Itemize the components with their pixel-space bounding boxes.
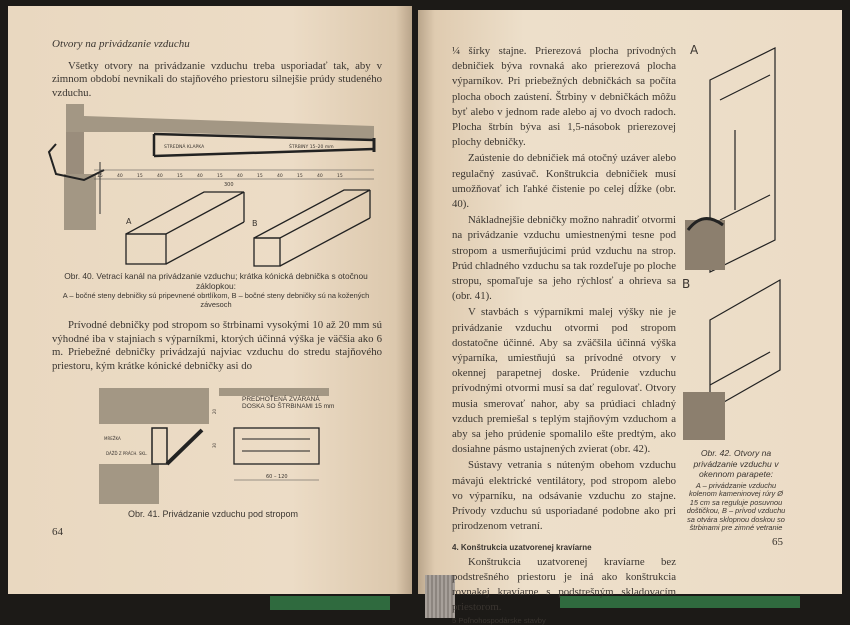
dim-width: 60 – 120 — [266, 473, 288, 480]
dim-label: 15 — [177, 174, 183, 180]
dim-label: 15 — [137, 174, 143, 180]
label-a: A — [126, 217, 132, 227]
box-a-drawing — [126, 192, 244, 264]
dim-label: 40 — [157, 174, 163, 180]
book-cover-edge — [270, 596, 390, 610]
wall-lower — [64, 174, 96, 230]
box-b-drawing — [254, 190, 370, 266]
left-page-content — [44, 38, 382, 538]
ceiling-slab — [66, 104, 374, 139]
paragraph — [52, 319, 382, 373]
paragraph: Nákladnejšie debničky možno nahradiť otvormi na privádzanie vzduchu umiestnenými tesne pod stropom a usmerňujúcimi prúd vzduchu na strop. Prúd chladného vzduchu sa tak rozdeľuje po ploche stropu, spomaľuje sa jeho rýchlosť a ohrieva sa (obr. 41). — [452, 214, 676, 303]
paragraph: Zaústenie do debničiek má otočný uzáver alebo regulačný zasúvač. Konštrukcia debničiek musí umožňovať ich ľahké čistenie po celej dĺžke (obr. 40). — [452, 152, 676, 211]
dim-h2: 30 — [212, 442, 217, 448]
figure-42-caption — [684, 448, 788, 533]
paragraph: Sústavy vetrania s núteným obehom vzduchu mávajú elektrické ventilátory, pod stropom alebo vo výparníku, na odsávanie vzduchu zo stajne. Prívody vzduchu sú usporiadané podobne ako pri prirodzenom vetraní. — [452, 459, 676, 533]
section-heading: 4. Konštrukcia uzatvorenej kravíarne — [452, 542, 592, 552]
label-flap: STREDNÁ KLAPKA — [164, 145, 205, 151]
label-opening: MREŽKA — [104, 435, 121, 441]
dim-label: 40 — [197, 174, 203, 180]
dim-h1: 20 — [212, 408, 217, 414]
figure-40-dims — [97, 173, 343, 179]
dim-label: 15 — [337, 174, 343, 180]
paragraph — [452, 555, 676, 617]
paragraph-text: Konštrukcia uzatvorenej kravíarne bez podstrešného priestoru je iná ako konštrukcia rovnakej kravíarne s podstrešným skladovacím priestorom. — [452, 555, 676, 614]
paragraph: ¼ šírky stajne. Prierezová plocha prívodných debničiek býva rovnaká ako prierezová plocha výparníkov. Pri priebežných debničkách sa počíta plocha oboch zaústení. Štrbiny v debničkách môžu byť alebo v jednom rade alebo aj vo dvoch radoch. Plocha štrbín býva asi 1,5-násobok prierezovej plochy debničky. — [452, 45, 676, 149]
dim-label: 40 — [317, 174, 323, 180]
right-text-column — [452, 44, 676, 625]
caption-text: Obr. 40. Vetrací kanál na privádzanie vzduchu; krátka kónická debnička s otočnou záklopkou: — [64, 271, 368, 292]
label-b: B — [682, 277, 691, 291]
paragraph — [52, 60, 382, 101]
page-number: 64 — [52, 526, 63, 538]
dim-label: 40 — [237, 174, 243, 180]
right-paragraphs — [452, 44, 676, 536]
dim-total: 300 — [224, 182, 234, 189]
figure-40 — [44, 104, 382, 269]
dim-label: 15 — [257, 174, 263, 180]
figure-40-caption — [50, 272, 382, 309]
paragraph-text: Prívodné debničky pod stropom so štrbinami vysokými 10 až 20 mm sú výhodné iba v stajniach s výparníkmi, ktorých účinná výška je väčšia ako 6 m. Priebežné debničky privádzajú najviac vzduchu do stredu stajňového priestoru, kým krátke kónické debničky asi do — [52, 319, 382, 372]
figure-42 — [680, 40, 790, 445]
bookmark-ribbon — [425, 575, 455, 618]
label-rain: DÁŽĎ Z PRÁCH. SKL. — [106, 450, 148, 456]
figure-41 — [94, 384, 334, 506]
paragraph-text: Všetky otvory na privádzanie vzduchu treba usporiadať tak, aby v zimnom období nevnikali do stajňového priestoru silnejšie prúdy studeného vzduchu. — [52, 59, 382, 99]
dim-label: 15 — [217, 174, 223, 180]
label-b: B — [252, 219, 258, 229]
figure-41-caption: Obr. 41. Privádzanie vzduchu pod stropom — [127, 508, 299, 519]
label-a: A — [690, 43, 699, 57]
caption-detail: A – privádzanie vzduchu kolenom kameninovej rúry Ø 15 cm sa reguluje posuvnou doštičkou, B – prívod vzduchu sa otvára sklopnou doskou so štrbinami pre zimné vetranie — [686, 480, 786, 533]
dim-label: 15 — [297, 174, 303, 180]
section-heading: Otvory na privádzanie vzduchu — [52, 38, 190, 50]
paragraph: V stavbách s výparníkmi malej výšky nie je privádzanie vzduchu otvormi pod stropom dostatočne účinné. Aby sa zväčšila účinná výška výparníka, umiestňujú sa prívodné otvory v okennej parapetnej doske. Prúdenie vzduchu prívodnými otvormi musí sa dať regulovať. Otvory musia smerovať nahor, aby sa prúdiaci chladný vzduch premiešal s teplým stajňovým vzduchom a aby sa jeho prúdenie spomalilo ešte predtým, ako dosiahne pásmo ustajnených zvierat (obr. 42). — [452, 306, 676, 456]
signature-line: 5 Poľnohospodárske stavby — [452, 616, 546, 625]
label-slots: ŠTRBINY 15–20 mm — [289, 145, 334, 151]
dim-label: 40 — [117, 174, 123, 180]
label-board: PREDHOŤENÁ ZVÁRANÁ DOSKA SO ŠTRBINAMI 15 mm — [242, 395, 335, 411]
dim-label: 15 — [97, 174, 103, 180]
page-number: 65 — [772, 536, 783, 548]
dim-label: 40 — [277, 174, 283, 180]
caption-text: Obr. 42. Otvory na privádzanie vzduchu v okennom parapete: — [693, 448, 779, 479]
window-b-drawing — [710, 280, 780, 410]
caption-detail: A – bočné steny debničky sú pripevnené obrtlíkom, B – bočné steny debničky sú na kožených závesoch — [62, 290, 370, 309]
